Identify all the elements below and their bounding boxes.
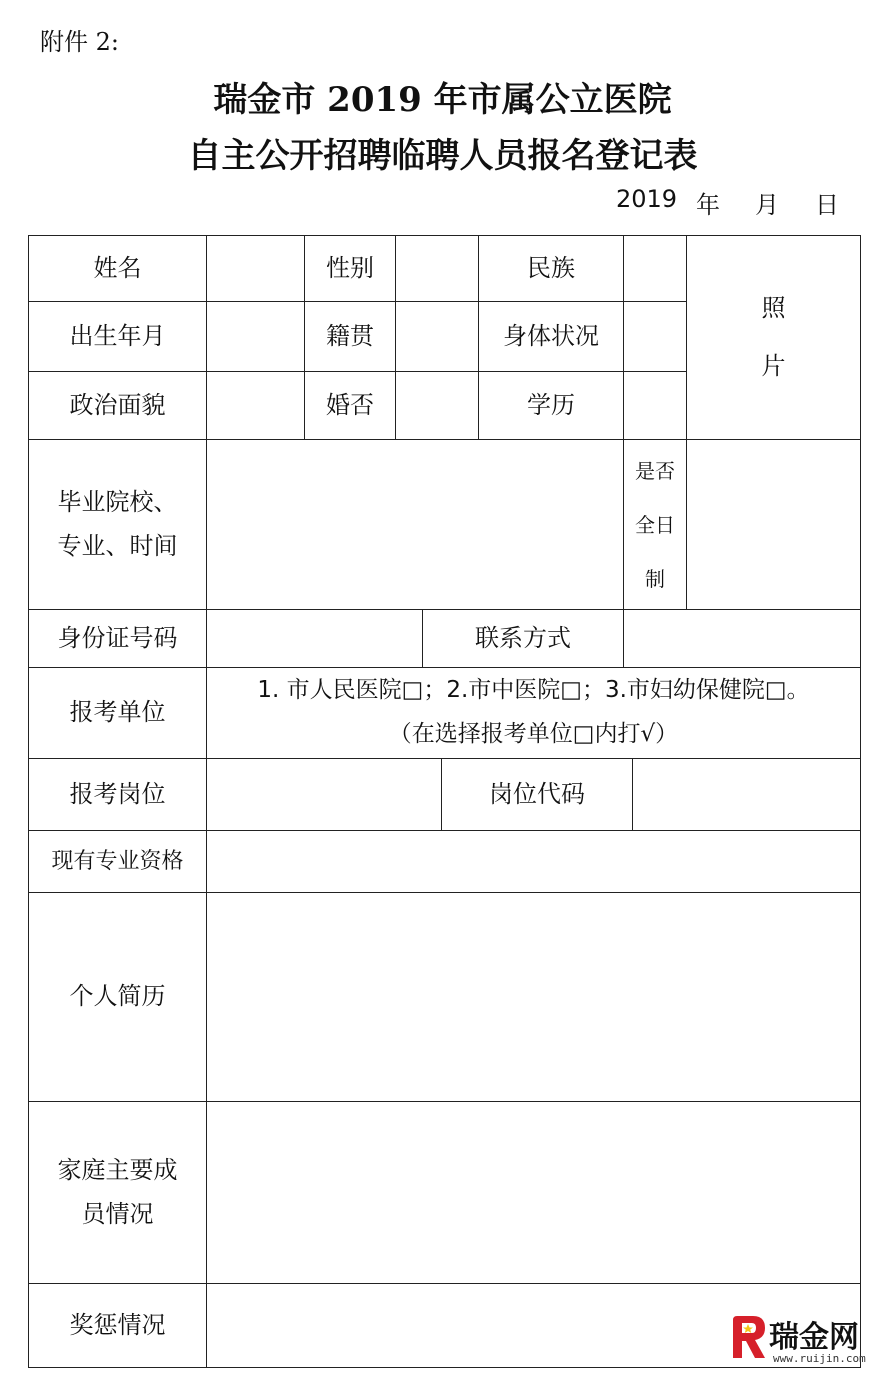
name-field[interactable]	[206, 235, 305, 302]
date-year: 2019	[616, 185, 678, 213]
watermark-url: www.ruijin.com	[773, 1352, 866, 1365]
fulltime-label: 是否 全日 制	[623, 439, 687, 610]
unit-options[interactable]	[206, 667, 861, 759]
id-label: 身份证号码	[28, 609, 207, 668]
gender-field[interactable]	[395, 235, 479, 302]
school-field[interactable]	[206, 439, 624, 610]
date-day-char: 日	[815, 191, 839, 219]
watermark-name: 瑞金网	[769, 1320, 859, 1355]
ethnicity-field[interactable]	[623, 235, 687, 302]
ruijin-logo-icon	[727, 1314, 769, 1360]
contact-field[interactable]	[623, 609, 861, 668]
form-title-line2: 自主公开招聘临聘人员报名登记表	[187, 136, 698, 176]
post-code-label: 岗位代码	[441, 758, 633, 831]
post-code-field[interactable]	[632, 758, 861, 831]
site-watermark	[727, 1312, 877, 1370]
date-year-char: 年	[696, 191, 720, 219]
family-label: 家庭主要成 员情况	[28, 1101, 207, 1284]
photo-label-char2: 片	[761, 351, 786, 380]
qualification-label: 现有专业资格	[28, 830, 207, 893]
unit-label: 报考单位	[28, 667, 207, 759]
education-label: 学历	[478, 371, 624, 440]
health-label: 身体状况	[478, 301, 624, 372]
marital-field[interactable]	[395, 371, 479, 440]
form-title-line1: 瑞金市 2019 年市属公立医院	[213, 80, 672, 120]
education-field[interactable]	[623, 371, 687, 440]
marital-label: 婚否	[304, 371, 396, 440]
health-field[interactable]	[623, 301, 687, 372]
fulltime-field[interactable]	[686, 439, 861, 610]
post-label: 报考岗位	[28, 758, 207, 831]
post-field[interactable]	[206, 758, 442, 831]
photo-box[interactable]	[686, 235, 861, 440]
political-label: 政治面貌	[28, 371, 207, 440]
contact-label: 联系方式	[422, 609, 624, 668]
unit-instruction: （在选择报考单位□内打√）	[388, 721, 679, 747]
gender-label: 性别	[304, 235, 396, 302]
unit-options-line[interactable]: 1. 市人民医院□；2.市中医院□；3.市妇幼保健院□。	[257, 677, 810, 704]
birth-label: 出生年月	[28, 301, 207, 372]
birth-field[interactable]	[206, 301, 305, 372]
date-month-char: 月	[755, 191, 779, 219]
school-label: 毕业院校、 专业、时间	[28, 439, 207, 610]
ethnicity-label: 民族	[478, 235, 624, 302]
photo-label-char1: 照	[761, 293, 786, 322]
family-field[interactable]	[206, 1101, 861, 1284]
id-field[interactable]	[206, 609, 423, 668]
attachment-label: 附件 2:	[40, 28, 119, 56]
origin-label: 籍贯	[304, 301, 396, 372]
resume-field[interactable]	[206, 892, 861, 1102]
origin-field[interactable]	[395, 301, 479, 372]
qualification-field[interactable]	[206, 830, 861, 893]
name-label: 姓名	[28, 235, 207, 302]
resume-label: 个人简历	[28, 892, 207, 1102]
rewards-label: 奖惩情况	[28, 1283, 207, 1368]
political-field[interactable]	[206, 371, 305, 440]
